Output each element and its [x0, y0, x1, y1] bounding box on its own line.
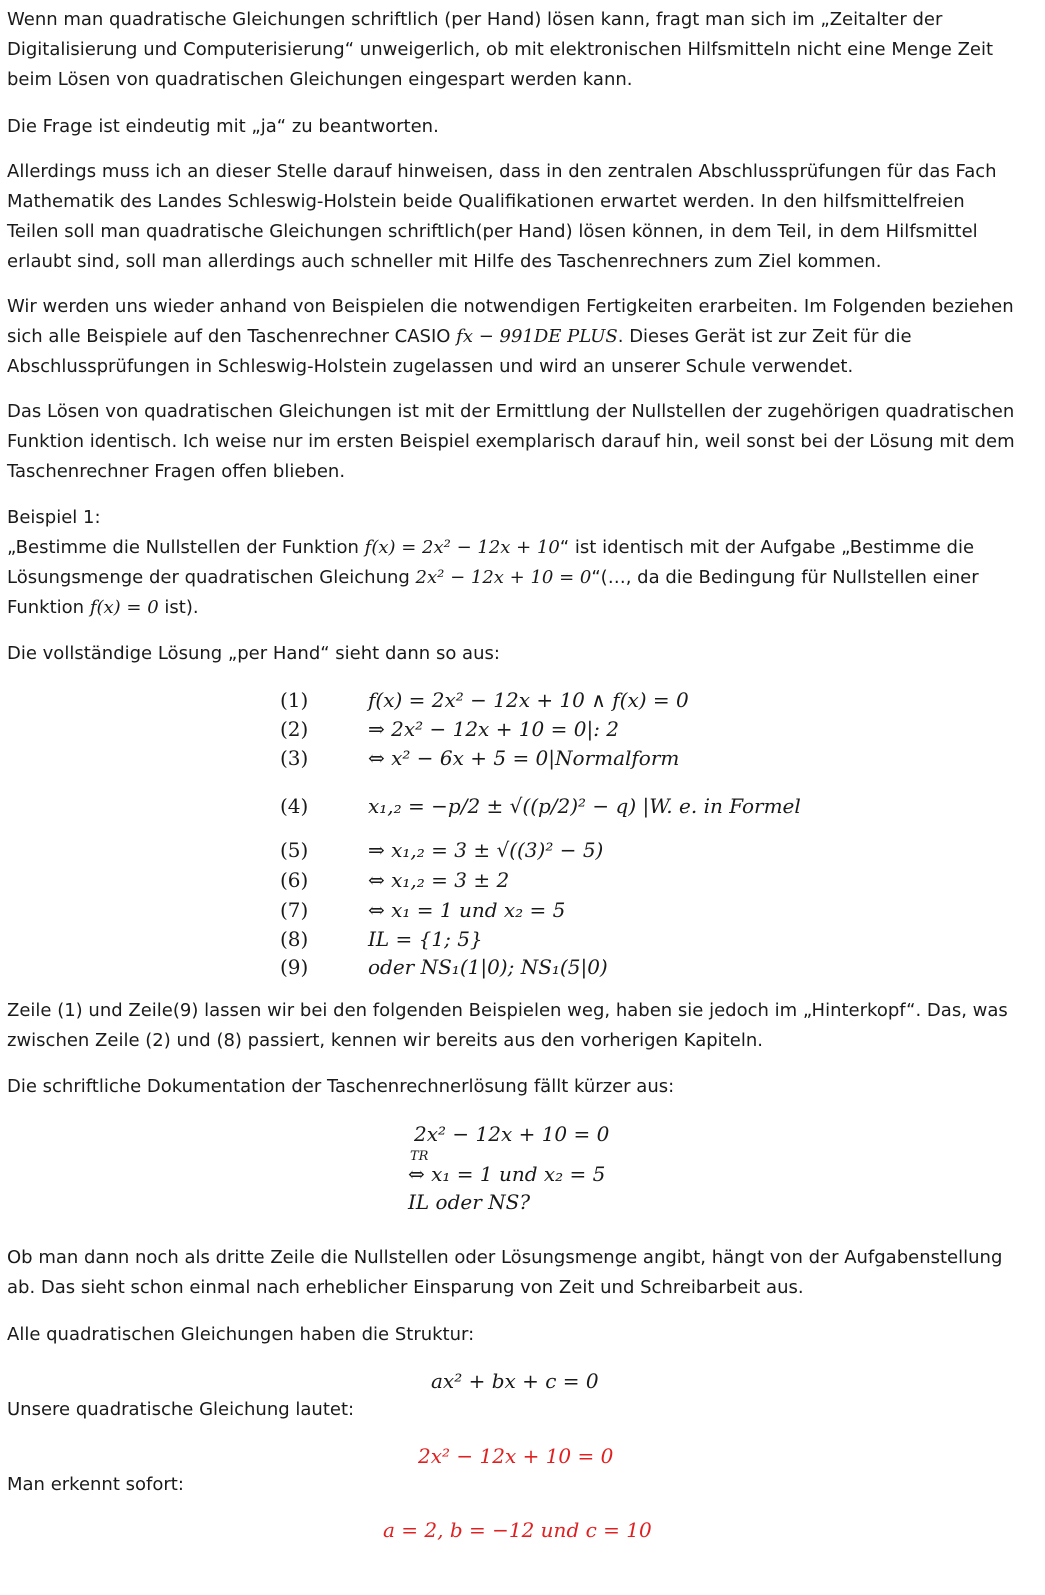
- example-text-a: „Bestimme die Nullstellen der Funktion: [7, 537, 365, 558]
- quadratic-equation: 2x² − 12x + 10 = 0: [415, 567, 592, 588]
- zeros-paragraph: Das Lösen von quadratischen Gleichungen ist mit der Ermittlung der Nullstellen der zugehörigen quadratischen Funktion identisch. Ich weise nur im ersten Beispiel exemplarisch darauf hin, weil sonst bei der Lösung mit dem Taschenrechner Fragen offen blieben.: [7, 401, 1015, 482]
- step-equation: ⇒ x₁,₂ = 3 ± √((3)² − 5): [368, 838, 604, 862]
- step-equation: x₁,₂ = −p/2 ± √((p/2)² − q) |W. e. in Formel: [368, 794, 801, 818]
- step-equation: ⇔ x₁ = 1 und x₂ = 5: [368, 898, 566, 922]
- example-text-c: “(…, da die Bedingung für Nullstellen einer Funktion: [7, 567, 979, 618]
- step-number: (9): [280, 955, 309, 979]
- recognize-intro: Man erkennt sofort:: [7, 1474, 184, 1495]
- function-formula: f(x) = 2x² − 12x + 10: [364, 537, 560, 558]
- calculator-text-b: . Dieses Gerät ist zur Zeit für die Abschlussprüfungen in Schleswig-Holstein zugelassen und wird an unserer Schule verwendet.: [7, 326, 912, 377]
- exam-paragraph: Allerdings muss ich an dieser Stelle darauf hinweisen, dass in den zentralen Abschlussprüfungen für das Fach Mathematik des Landes Schleswig-Holstein beide Qualifikationen erwartet werden. In den hilfsmittelfreien Teilen soll man quadratische Gleichungen schriftlich(per Hand) lösen können, in dem Teil, in dem Hilfsmittel erlaubt sind, soll man allerdings auch schneller mit Hilfe des Taschenrechners zum Ziel kommen.: [7, 161, 997, 272]
- coefficients: a = 2, b = −12 und c = 10: [383, 1518, 652, 1542]
- step-number: (4): [280, 794, 309, 818]
- tr-line-3: IL oder NS?: [408, 1190, 531, 1214]
- step-number: (7): [280, 898, 309, 922]
- step-equation: f(x) = 2x² − 12x + 10 ∧ f(x) = 0: [368, 688, 689, 712]
- step-number: (6): [280, 868, 309, 892]
- step-equation: IL = {1; 5}: [368, 927, 483, 951]
- omit-lines-paragraph: Zeile (1) und Zeile(9) lassen wir bei den folgenden Beispielen weg, haben sie jedoch im „Hinterkopf“. Das, was zwischen Zeile (2) und (8) passiert, kennen wir bereits aus den vorherigen Kapiteln.: [7, 1000, 1008, 1051]
- step-number: (3): [280, 746, 309, 770]
- step-equation: ⇔ x² − 6x + 5 = 0|Normalform: [368, 746, 680, 770]
- solution-intro: Die vollständige Lösung „per Hand“ sieht dann so aus:: [7, 643, 500, 664]
- general-quadratic: ax² + bx + c = 0: [431, 1369, 599, 1393]
- structure-intro: Alle quadratischen Gleichungen haben die Struktur:: [7, 1324, 475, 1345]
- step-number: (2): [280, 717, 309, 741]
- our-equation: 2x² − 12x + 10 = 0: [418, 1444, 614, 1468]
- third-line-paragraph: Ob man dann noch als dritte Zeile die Nullstellen oder Lösungsmenge angibt, hängt von der Aufgabenstellung ab. Das sieht schon einmal nach erheblicher Einsparung von Zeit und Schreibarbeit aus.: [7, 1247, 1003, 1298]
- calculator-model: fx − 991DE PLUS: [456, 326, 618, 347]
- example-text-d: ist).: [158, 597, 199, 618]
- zero-condition: f(x) = 0: [89, 597, 159, 618]
- step-equation: ⇔ x₁,₂ = 3 ± 2: [368, 868, 510, 892]
- answer-paragraph: Die Frage ist eindeutig mit „ja“ zu beantworten.: [7, 116, 439, 137]
- intro-paragraph: Wenn man quadratische Gleichungen schriftlich (per Hand) lösen kann, fragt man sich im „Zeitalter der Digitalisierung und Computerisierung“ unweigerlich, ob mit elektronischen Hilfsmitteln nicht eine Menge Zeit beim Lösen von quadratischen Gleichungen eingespart werden kann.: [7, 9, 994, 90]
- step-number: (8): [280, 927, 309, 951]
- tr-doc-intro: Die schriftliche Dokumentation der Taschenrechnerlösung fällt kürzer aus:: [7, 1076, 675, 1097]
- example-text-b: “ ist identisch mit der Aufgabe „Bestimme die Lösungsmenge der quadratischen Gleichung: [7, 537, 975, 588]
- tr-label: TR: [410, 1149, 429, 1164]
- step-equation: ⇒ 2x² − 12x + 10 = 0|: 2: [368, 717, 620, 741]
- step-number: (5): [280, 838, 309, 862]
- step-number: (1): [280, 688, 309, 712]
- example-paragraph: [7, 533, 1017, 623]
- calculator-text-a: Wir werden uns wieder anhand von Beispielen die notwendigen Fertigkeiten erarbeiten. Im Folgenden beziehen sich alle Beispiele auf den Taschenrechner CASIO: [7, 296, 1014, 347]
- example-label: Beispiel 1:: [7, 507, 101, 528]
- step-equation: oder NS₁(1|0); NS₁(5|0): [368, 955, 608, 979]
- our-equation-intro: Unsere quadratische Gleichung lautet:: [7, 1399, 355, 1420]
- tr-line-1: 2x² − 12x + 10 = 0: [414, 1122, 610, 1146]
- tr-line-2: ⇔ x₁ = 1 und x₂ = 5: [408, 1162, 606, 1186]
- calculator-paragraph: [7, 292, 1027, 382]
